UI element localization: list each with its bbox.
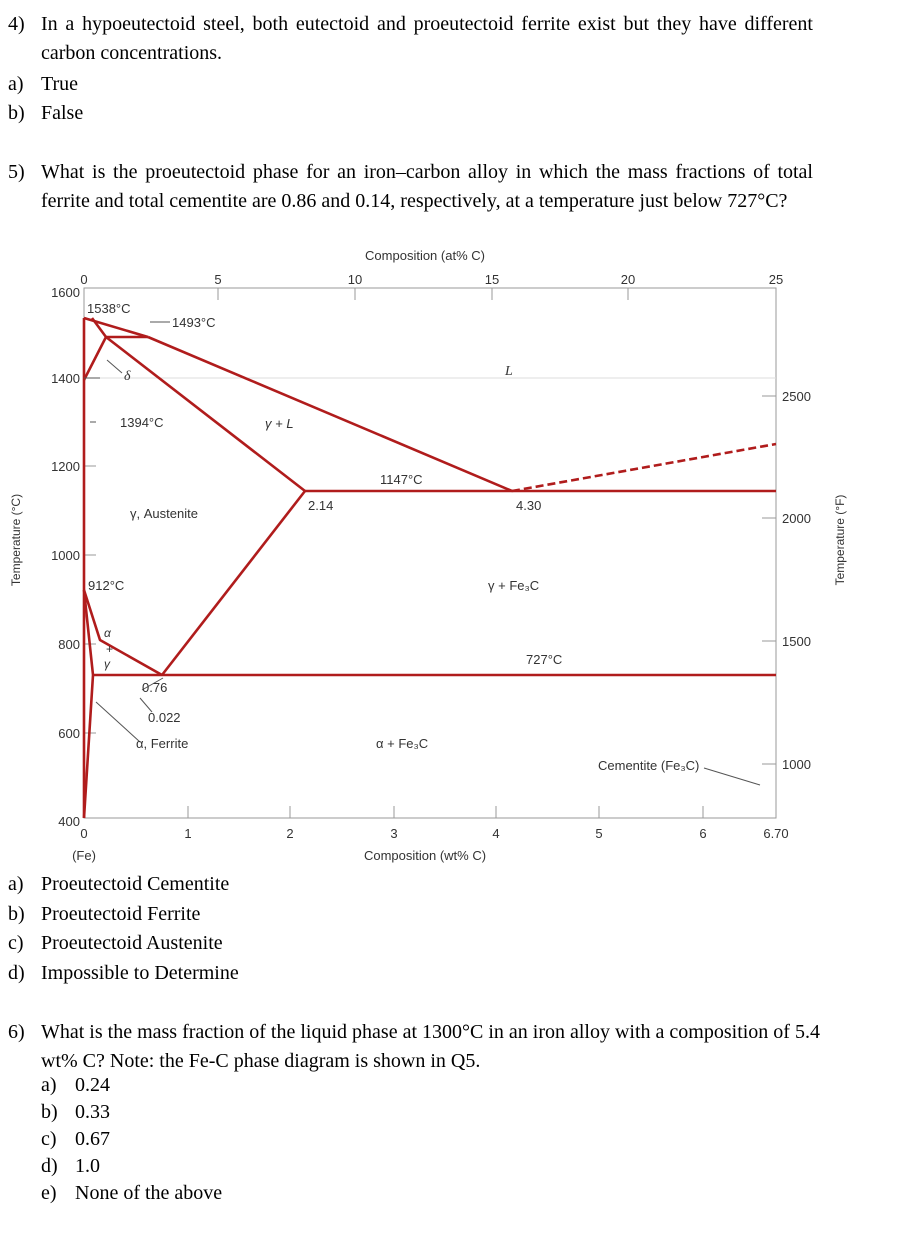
label-1493: 1493°C [172, 315, 216, 330]
q5-option-d-text[interactable]: Impossible to Determine [41, 962, 239, 984]
q5-number: 5) [8, 161, 25, 183]
label-2-14: 2.14 [308, 498, 334, 513]
label-912: 912°C [88, 578, 125, 593]
bottom-axis-title: Composition (wt% C) [363, 848, 487, 863]
label-1147: 1147°C [380, 472, 423, 487]
bottom-tick: 6 [699, 826, 707, 841]
label-gamma: γ [104, 657, 110, 671]
label-alpha: α [104, 626, 111, 640]
top-tick: 25 [768, 272, 784, 287]
left-tick: 1200 [51, 459, 80, 474]
q6-option-c-label: c) [41, 1128, 57, 1150]
right-tick: 2500 [782, 389, 811, 404]
q6-text: What is the mass fraction of the liquid phase at 1300°C in an iron alloy with a composition of 5.4 wt% C? Note: the Fe-C phase diagram is shown in Q5. [41, 1021, 820, 1072]
q5-option-c-text[interactable]: Proeutectoid Austenite [41, 932, 223, 954]
label-ferrite: α, Ferrite [136, 736, 189, 751]
q6-option-d-text[interactable]: 1.0 [75, 1155, 100, 1177]
right-axis-title: Temperature (°F) [833, 494, 847, 586]
top-axis-title: Composition (at% C) [365, 248, 485, 263]
left-tick: 800 [58, 637, 80, 652]
liquidus-gamma [148, 337, 512, 491]
q6-option-c-text[interactable]: 0.67 [75, 1128, 110, 1150]
q4-option-a-label: a) [8, 73, 24, 95]
q6-option-d-label: d) [41, 1155, 58, 1177]
label-austenite: γ, Austenite [130, 506, 198, 521]
q4-option-a-text[interactable]: True [41, 73, 79, 95]
bottom-tick: 5 [595, 826, 603, 841]
right-tick: 1000 [782, 757, 811, 772]
q6-option-e-text[interactable]: None of the above [75, 1182, 223, 1204]
label-plus: + [106, 642, 114, 656]
bottom-tick: 3 [390, 826, 398, 841]
left-tick: 600 [58, 726, 80, 741]
bottom-sub-label: (Fe) [72, 848, 96, 863]
q6-option-e-label: e) [41, 1182, 57, 1204]
q4-text: In a hypoeutectoid steel, both eutectoid and proeutectoid ferrite exist but they have different carbon concentrations. [41, 13, 813, 64]
top-tick: 0 [80, 272, 88, 287]
q6-number: 6) [8, 1021, 25, 1043]
left-tick: 400 [58, 814, 80, 829]
delta-region-boundary [84, 318, 106, 380]
top-tick: 10 [347, 272, 363, 287]
q6-option-b-text[interactable]: 0.33 [75, 1101, 110, 1123]
bottom-tick: 6.70 [763, 826, 789, 841]
left-tick: 1000 [51, 548, 80, 563]
left-axis-title: Temperature (°C) [9, 493, 23, 587]
label-liquid: L [505, 364, 513, 379]
a3-line [84, 590, 162, 675]
label-cementite: Cementite (Fe₃C) [598, 758, 700, 773]
q5-option-b-text[interactable]: Proeutectoid Ferrite [41, 903, 201, 925]
top-tick: 15 [484, 272, 500, 287]
left-tick: 1600 [51, 285, 80, 300]
label-727: 727°C [526, 652, 563, 667]
right-tick: 2000 [782, 511, 811, 526]
label-gamma-plus-liquid: γ + L [265, 416, 294, 431]
bottom-tick: 2 [286, 826, 294, 841]
q6-option-b-label: b) [41, 1101, 58, 1123]
q6-option-a-label: a) [41, 1074, 57, 1096]
label-gamma-plus-cementite: γ + Fe₃C [488, 578, 540, 593]
bottom-tick: 0 [80, 826, 88, 841]
q5-option-d-label: d) [8, 962, 25, 984]
ferrite-solvus [84, 590, 93, 818]
top-tick: 20 [620, 272, 636, 287]
label-1394: 1394°C [120, 415, 164, 430]
label-delta: δ [124, 369, 131, 384]
q4-number: 4) [8, 13, 25, 35]
bottom-tick: 1 [184, 826, 192, 841]
cementite-liquidus [512, 444, 776, 491]
left-tick: 1400 [51, 371, 80, 386]
top-tick: 5 [214, 272, 222, 287]
bottom-tick: 4 [492, 826, 500, 841]
q4-option-b-text[interactable]: False [41, 102, 84, 124]
label-4-30: 4.30 [516, 498, 542, 513]
right-tick: 1500 [782, 634, 811, 649]
label-0-76: 0.76 [142, 680, 168, 695]
q6-option-a-text[interactable]: 0.24 [75, 1074, 110, 1096]
label-alpha-plus-cementite: α + Fe₃C [376, 736, 429, 751]
label-1538: 1538°C [87, 301, 131, 316]
q5-option-c-label: c) [8, 932, 24, 954]
q5-option-b-label: b) [8, 903, 25, 925]
q4-option-b-label: b) [8, 102, 25, 124]
label-0-022: 0.022 [148, 710, 181, 725]
q5-option-a-text[interactable]: Proeutectoid Cementite [41, 873, 230, 895]
q5-text: What is the proeutectoid phase for an iron–carbon alloy in which the mass fractions of total ferrite and total cementite are 0.86 and 0.14, respectively, at a temperature just below 727°C? [41, 161, 813, 212]
q5-option-a-label: a) [8, 873, 24, 895]
